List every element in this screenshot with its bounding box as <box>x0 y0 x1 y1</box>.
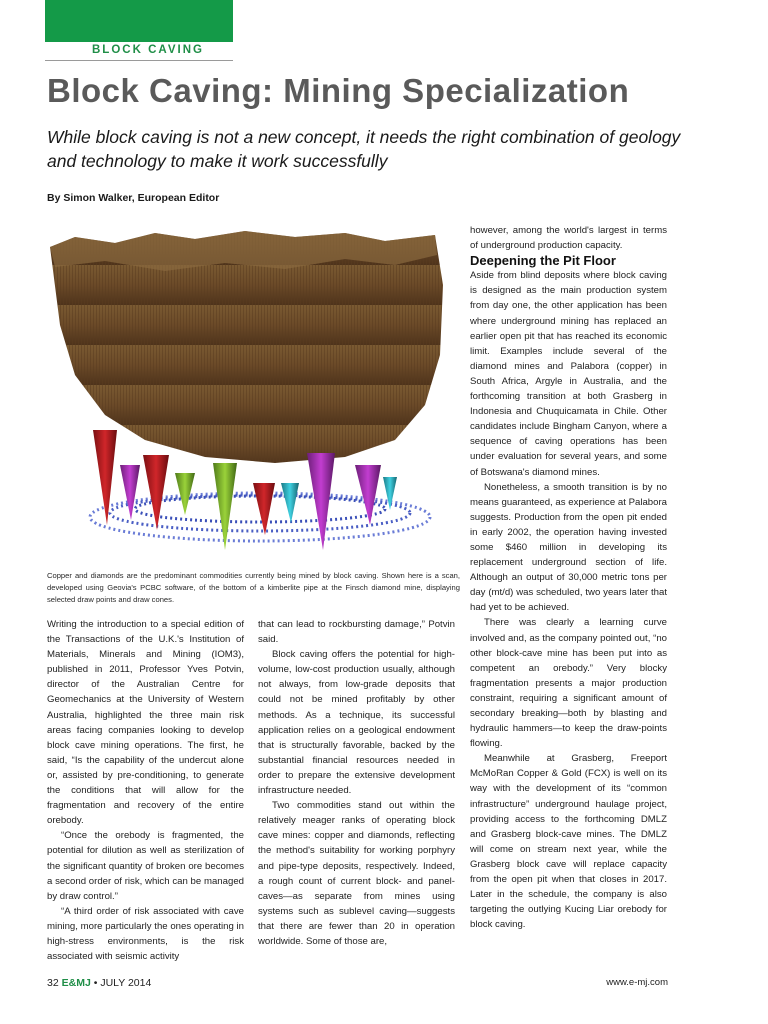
issue-date: JULY 2014 <box>100 977 152 989</box>
article-column-2 <box>258 617 455 949</box>
paragraph: “A third order of risk associated with cave mining, more particularly the ones operating in high-stress environments, is the risk associated with seismic activity <box>47 905 244 963</box>
paragraph: Writing the introduction to a special edition of the Transactions of the U.K.'s Institution of Materials, Minerals and Mining (IOM3), published in 2011, Professor Yves Potvin, director of the Australian Centre for Geomechanics at the University of Western Australia, highlighted the three main risk areas facing companies looking to develop block cave mining operations. The first, he said, “Is the capability of the undercut alone or, assisted by pre-conditioning, to generate the conditions that will allow for the fragmentation and recovery of the entire orebody. <box>47 619 244 827</box>
paragraph: Aside from blind deposits where block caving is designed as the main production system from day one, the other application has been where underground mining has replaced an earlier open pit that has reached its economic limit. Examples include several of the diamond mines and Palabora (copper) in South Africa, Argyle in Australia, and the forthcoming transition at both Grasberg in Indonesia and Chuquicamata in Chile. Other candidates include Bingham Canyon, where a sequence of caving operations has been under evaluation for several years, and some of Botswana's diamond mines. <box>470 270 667 478</box>
figure-caption: Copper and diamonds are the predominant commodities currently being mined by block caving. Shown here is a scan, developed using Geovia's PCBC software, of the bottom of a kimberlite pipe at the Finsch diamond mine, displaying selected draw points and draw cones. <box>47 571 460 604</box>
article-title: Block Caving: Mining Specialization <box>47 72 630 109</box>
kimberlite-pipe-illustration <box>45 225 460 565</box>
paragraph: however, among the world's largest in terms of underground production capacity. <box>470 225 667 252</box>
publication-name: E&MJ <box>61 977 91 989</box>
section-rule <box>45 60 233 61</box>
paragraph: that can lead to rockbursting damage,” Potvin said. <box>258 619 455 646</box>
subheading: Deepening the Pit Floor <box>470 253 616 269</box>
byline: By Simon Walker, European Editor <box>47 192 220 204</box>
figure-illustration <box>45 225 460 565</box>
paragraph: “Once the orebody is fragmented, the potential for dilution as well as sterilization of the significant quantity of broken ore becomes a second order of risk, which can be managed by draw control.” <box>47 830 244 902</box>
rock-mass <box>50 231 443 463</box>
paragraph: Nonetheless, a smooth transition is by no means guaranteed, as experience at Palabora suggests. Production from the open pit ended in early 2002, the operation having invested some $460 million in developing its replacement underground section of life. Although an output of 30,000 metric tons per day (mt/d) was scheduled, two years later that had yet to be achieved. <box>470 481 667 614</box>
section-color-tab <box>45 0 233 42</box>
paragraph: There was clearly a learning curve involved and, as the company pointed out, “no other block-cave mine has been put into as competent an orebody.” Very blocky fragmentation presents a major production constraint, requiring a significant amount of secondary breaking—both by blasting and hydraulic hammers—to keep the draw-points flowing. <box>470 617 667 750</box>
page-number: 32 <box>47 977 59 989</box>
page-footer-left: 32 E&MJ • JULY 2014 <box>47 977 152 989</box>
paragraph: Two commodities stand out within the relatively meager ranks of operating block cave mines: copper and diamonds, reflecting the method's suitability for working porphyry and pipe-type deposits, respectively. Indeed, a rough count of current block- and panel-caves—as separate from mines using systems such as sublevel caving—suggests that there are fewer than 20 in operation worldwide. Some of those are, <box>258 800 455 947</box>
website-url[interactable]: www.e-mj.com <box>606 977 668 988</box>
paragraph: Block caving offers the potential for high-volume, low-cost production usually, although not always, from low-grade deposits that could not be mined profitably by other methods. As a technique, its successful application relies on a geological endowment that is structurally favorable, backed by the substantial financial resources needed in order to prepare the extensive development infrastructure needed. <box>258 649 455 797</box>
article-column-1 <box>47 617 244 964</box>
section-label: BLOCK CAVING <box>92 44 204 56</box>
paragraph: Meanwhile at Grasberg, Freeport McMoRan Copper & Gold (FCX) is well on its way with the development of its “common infrastructure” underground haulage project, providing access to the forthcoming DMLZ and Grasberg block-cave mines. The DMLZ will come on stream next year, while the Grasberg block cave will replace capacity from the open pit when that closes in 2017. Later in the schedule, the company is also targeting the outlying Kucing Liar orebody for block caving. <box>470 753 667 931</box>
article-column-3 <box>470 223 667 932</box>
article-deck: While block caving is not a new concept, it needs the right combination of geology and technology to make it work successfully <box>47 127 681 171</box>
